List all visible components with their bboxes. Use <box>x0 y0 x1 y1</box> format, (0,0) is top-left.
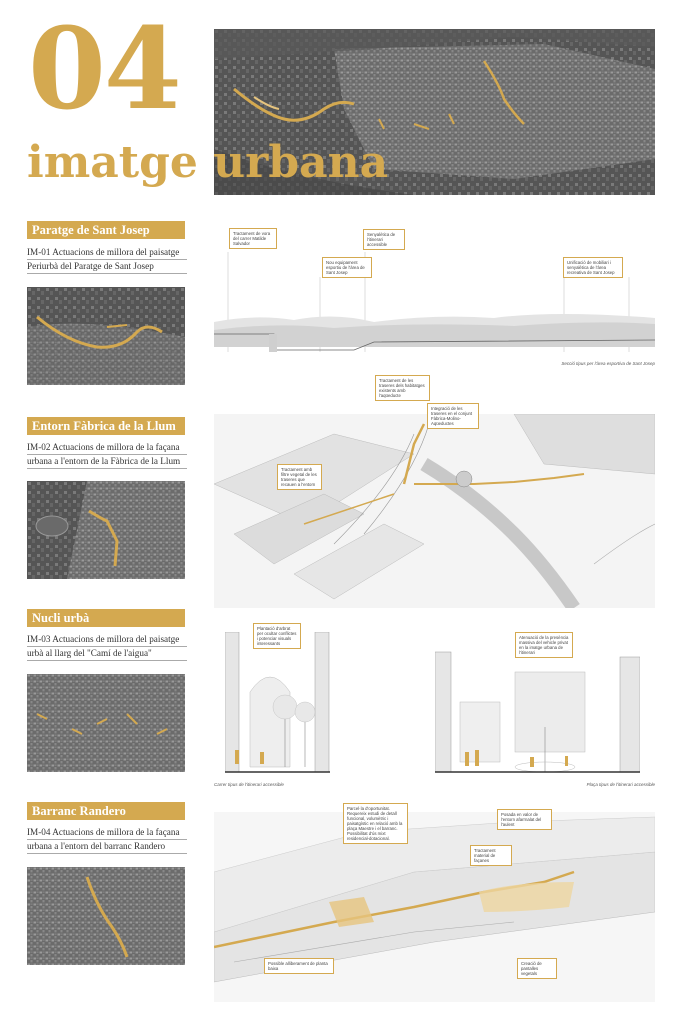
thumb-map-sant-josep <box>27 287 185 385</box>
axonometric-fabrica <box>214 414 655 608</box>
note-p3-1: Atenuació de la presència massiva del vehicle privat en la imatge urbana de l'itinerari <box>515 632 573 658</box>
note-p4-0: Parcel·la d'oportunitat. Requereix estudi de detall funcional, volumètric i paisatgístic en relació amb la plaça Maestre i el barranc. Possibilitat d'ús mixt residencial-dotacional. <box>343 803 408 844</box>
note-p2-2: Tractament amb filtre vegetal de les traseres que recauen a l'entorn <box>277 464 322 490</box>
street-section-left <box>225 632 330 777</box>
section-title: imatge urbana <box>27 137 389 188</box>
thumb-map-nucli <box>27 674 185 772</box>
note-p1-1: Senyalètica de l'itinerari accessible <box>363 229 405 250</box>
section-tag-randero: Barranc Randero <box>27 802 185 820</box>
thumb-map-randero <box>27 867 185 965</box>
section-tag-fabrica: Entorn Fàbrica de la Llum <box>27 417 185 435</box>
note-p3-0: Plantació d'arbrat per ocultar conflictes i potenciar visuals interessants <box>253 623 301 649</box>
thumb-map-fabrica <box>27 481 185 579</box>
note-p4-2: Tractament material de façanes <box>470 845 512 866</box>
desc-line-2: urbana a l'entorn del barranc Randero <box>27 841 187 854</box>
section-desc-sant-josep <box>27 247 187 275</box>
note-p4-1: Posada en valor de l'entorn afarrnalat del l'aulent <box>497 809 552 830</box>
desc-line-1: IM-01 Actuacions de millora del paisatge <box>27 247 187 260</box>
desc-line-1: IM-02 Actuacions de millora de la façana <box>27 442 187 455</box>
section-tag-nucli: Nucli urbà <box>27 609 185 627</box>
section-elevation-sant-josep <box>214 222 655 372</box>
caption-p3-left: Carrer tipus de l'itinerari accessible <box>214 782 284 787</box>
note-p2-1: Integració de les traseres en el conjunt Fàbrica-Molino-Aqüeductes <box>427 403 479 429</box>
caption-p1: Secció tipus per l'àrea esportiva de Sant Josep <box>561 361 655 366</box>
desc-line-1: IM-04 Actuacions de millora de la façana <box>27 827 187 840</box>
desc-line-1: IM-03 Actuacions de millora del paisatge <box>27 634 187 647</box>
desc-line-2: urbana a l'entorn de la Fàbrica de la Llum <box>27 456 187 469</box>
desc-line-2: urbà al llarg del "Camí de l'aigua" <box>27 648 187 661</box>
desc-line-2: Periurbà del Paratge de Sant Josep <box>27 261 187 274</box>
section-desc-nucli <box>27 634 187 662</box>
note-p1-2: Nou equipament esportiu de l'àrea de Sant Josep <box>322 257 372 278</box>
section-tag-sant-josep: Paratge de Sant Josep <box>27 221 185 239</box>
section-desc-randero <box>27 827 187 855</box>
note-p2-0: Tractament de les traseres dels habitatges existents amb l'aqüeducte <box>375 375 430 401</box>
note-p1-0: Tractament de vora del carrer Matilde Salvador <box>229 228 277 249</box>
note-p4-4: Possible alliberament de planta baixa <box>264 958 334 974</box>
caption-p3-right: Plaça tipus de l'itinerari accessible <box>586 782 655 787</box>
section-desc-fabrica <box>27 442 187 470</box>
note-p4-3: Creació de pantalles vegetals <box>517 958 557 979</box>
section-number: 04 <box>28 4 180 135</box>
note-p1-3: Unificació de mobiliari i senyalètica de l'àrea recreativa de Sant Josep <box>563 257 623 278</box>
